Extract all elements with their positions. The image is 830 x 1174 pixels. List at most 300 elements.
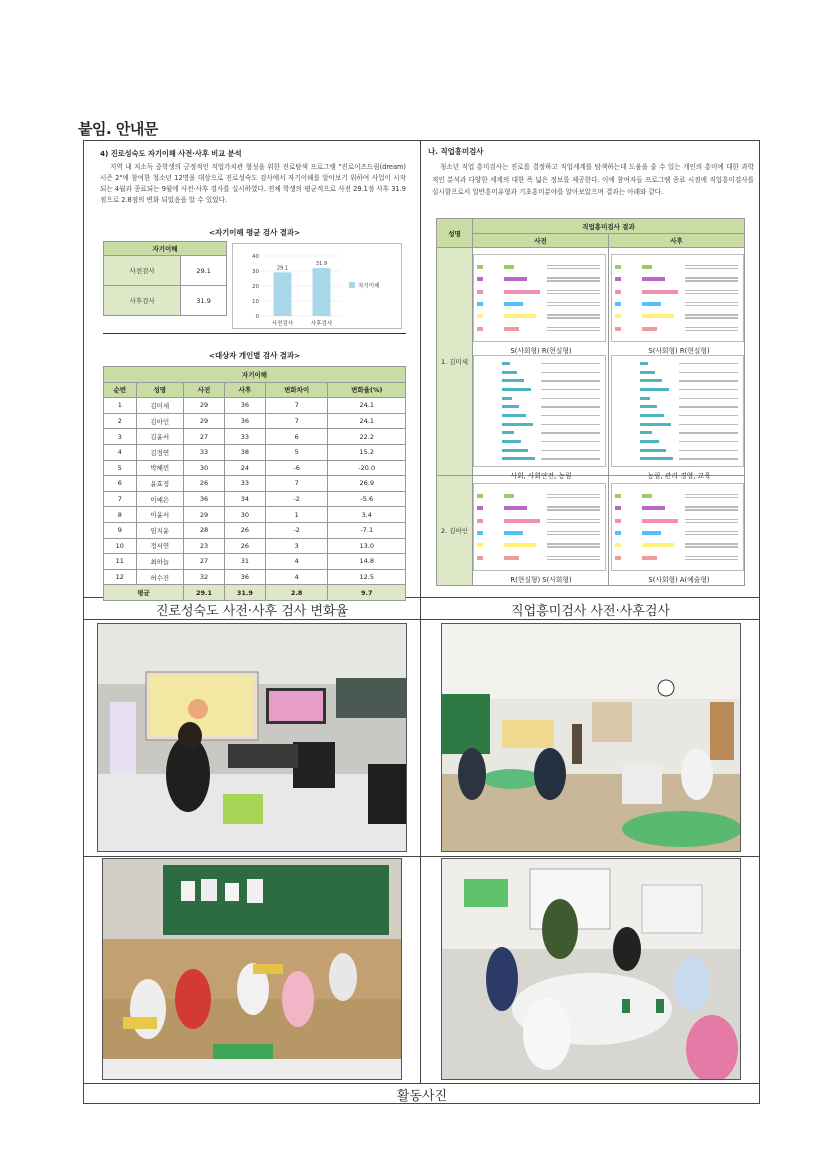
summary-value: 29.1 <box>181 256 227 286</box>
table-cell: 12.5 <box>328 569 406 585</box>
report-mark <box>547 497 600 498</box>
report-mark <box>685 546 738 547</box>
report-mark <box>642 265 652 269</box>
table-cell: 최하늘 <box>136 554 184 570</box>
table-cell: 윤효정 <box>136 476 184 492</box>
table-row <box>104 398 406 414</box>
result-caption: 사회, 사회안전, 농림 <box>510 472 572 480</box>
individual-title: <대상자 개인별 검사 결과> <box>208 351 301 360</box>
report-mark <box>504 506 527 510</box>
report-mark <box>615 494 621 498</box>
y-tick-label: 0 <box>255 314 259 320</box>
divider <box>420 140 421 620</box>
y-tick-label: 40 <box>252 254 259 260</box>
report-mark <box>640 440 659 443</box>
report-mark <box>502 388 531 391</box>
report-mark <box>502 440 521 443</box>
report-mark <box>547 519 600 520</box>
photo-illustration <box>442 624 741 852</box>
table-cell: 23 <box>184 538 225 554</box>
activity-photo-classroom <box>441 623 741 852</box>
report-mark <box>502 362 510 365</box>
table-cell: 7 <box>265 398 328 414</box>
table-row <box>104 522 406 538</box>
table-cell: 29 <box>184 507 225 523</box>
average-cell: 9.7 <box>328 585 406 601</box>
report-mark <box>547 546 600 547</box>
x-tick-label: 사전검사 <box>271 321 294 327</box>
data-label: 29.1 <box>276 265 289 272</box>
report-mark <box>547 556 600 557</box>
report-mark <box>615 302 621 306</box>
average-cell: 31.9 <box>224 585 265 601</box>
summary-block <box>103 241 406 332</box>
name-header: 성명 <box>437 219 473 248</box>
table-row <box>104 460 406 476</box>
divider <box>83 619 760 620</box>
report-mark <box>615 506 621 510</box>
report-mark <box>640 431 652 434</box>
report-mark <box>541 406 601 407</box>
post-header: 사후 <box>609 234 745 248</box>
report-mark <box>679 406 739 407</box>
rule <box>103 333 406 334</box>
report-mark <box>541 389 601 390</box>
report-mark <box>547 494 600 495</box>
photo-illustration <box>442 859 741 1080</box>
y-tick-label: 30 <box>252 269 259 275</box>
average-row <box>104 585 406 601</box>
table-cell: 7 <box>265 413 328 429</box>
table-cell: -6 <box>265 460 328 476</box>
report-image <box>473 254 606 342</box>
report-mark <box>547 280 600 281</box>
report-mark <box>477 327 483 331</box>
report-image <box>473 355 606 467</box>
table-row <box>104 569 406 585</box>
report-mark <box>615 543 621 547</box>
legend-label: 자기이해 <box>358 283 380 290</box>
report-mark <box>615 314 621 318</box>
table-cell: 24 <box>224 460 265 476</box>
average-cell: 29.1 <box>184 585 225 601</box>
report-image <box>611 355 744 467</box>
report-mark <box>547 290 600 291</box>
table-cell: 10 <box>104 538 137 554</box>
report-mark <box>685 531 738 532</box>
table-cell: 15.2 <box>328 444 406 460</box>
report-mark <box>642 543 674 547</box>
table-cell: 9 <box>104 522 137 538</box>
report-mark <box>679 450 739 451</box>
report-mark <box>642 494 652 498</box>
table-cell: 5 <box>104 460 137 476</box>
report-mark <box>685 494 738 495</box>
table-cell: 33 <box>184 444 225 460</box>
summary-label: 사후검사 <box>104 286 181 316</box>
report-mark <box>685 509 738 510</box>
report-mark <box>477 556 483 560</box>
report-mark <box>541 415 601 416</box>
report-mark <box>541 380 601 381</box>
table-cell: 36 <box>224 398 265 414</box>
report-mark <box>685 290 738 291</box>
table-cell: 31 <box>224 554 265 570</box>
activity-photo-computer-lab <box>97 623 407 852</box>
table-cell: 3 <box>104 429 137 445</box>
table-row <box>104 554 406 570</box>
report-mark <box>541 424 601 425</box>
report-mark <box>642 531 661 535</box>
report-mark <box>685 277 738 278</box>
photo-illustration <box>98 624 407 852</box>
report-mark <box>504 556 519 560</box>
activity-photo-discussion <box>441 858 741 1080</box>
report-mark <box>477 290 483 294</box>
report-mark <box>679 424 739 425</box>
report-mark <box>685 293 738 294</box>
report-mark <box>640 423 671 426</box>
table-cell: 1 <box>265 507 328 523</box>
report-mark <box>502 423 533 426</box>
report-mark <box>547 559 600 560</box>
report-mark <box>547 265 600 266</box>
y-tick-label: 20 <box>252 284 259 290</box>
table-cell: 26 <box>224 538 265 554</box>
table-cell: 30 <box>184 460 225 476</box>
report-mark <box>477 265 483 269</box>
table-cell: 26 <box>224 522 265 538</box>
report-mark <box>685 280 738 281</box>
report-mark <box>502 397 512 400</box>
table-cell: 13.0 <box>328 538 406 554</box>
report-mark <box>642 277 665 281</box>
report-mark <box>679 432 739 433</box>
report-mark <box>685 330 738 331</box>
report-mark <box>679 380 739 381</box>
report-mark <box>685 522 738 523</box>
section-paragraph: 지역 내 저소득 중학생의 긍정적인 직업가치관 형성을 위한 진로탐색 프로그램 "진로이즈드림(dream) 시즌 2"에 참여한 청소년 12명을 대상으로 진로성숙도 검사에서 자기이해를 알아보기 위하여 사업이 시작되는 4월과 종료되는 9월에 사전·사후 검사를 실시하였다. 전체 학생의 평균적으로 사전 29.1점 사후 31.9점으로 2.8점의 변화 되었음을 알 수 있었다. <box>100 163 406 204</box>
report-mark <box>547 506 600 507</box>
report-mark <box>679 372 739 373</box>
self-understanding-chart <box>232 243 402 329</box>
individual-table-wrap <box>103 366 406 601</box>
report-mark <box>679 363 739 364</box>
table-cell: 6 <box>265 429 328 445</box>
column-header: 순번 <box>104 382 137 398</box>
report-mark <box>679 398 739 399</box>
table-cell: 김아인 <box>136 413 184 429</box>
column-header: 사후 <box>224 382 265 398</box>
report-mark <box>615 327 621 331</box>
maturity-caption: 진로성숙도 사전·사후 검사 변화율 <box>155 604 349 619</box>
table-cell: 34 <box>224 491 265 507</box>
report-mark <box>504 494 514 498</box>
report-mark <box>477 519 483 523</box>
summary-title: <자기이해 평균 검사 결과> <box>208 228 301 237</box>
table-cell: 33 <box>224 429 265 445</box>
report-image <box>473 483 606 571</box>
report-mark <box>640 397 650 400</box>
divider <box>420 619 421 1084</box>
table-cell: 7 <box>265 476 328 492</box>
table-cell: 김정연 <box>136 444 184 460</box>
result-caption: S(사회형) R(현실형) <box>648 347 710 355</box>
report-mark <box>547 534 600 535</box>
divider <box>83 1083 760 1084</box>
table-cell: 3 <box>265 538 328 554</box>
table-cell: 7 <box>104 491 137 507</box>
report-mark <box>615 290 621 294</box>
table-cell: 30 <box>224 507 265 523</box>
table-cell: 12 <box>104 569 137 585</box>
average-cell: 평균 <box>104 585 184 601</box>
report-mark <box>504 277 527 281</box>
report-mark <box>547 277 600 278</box>
report-mark <box>477 531 483 535</box>
result-caption: R(현실형) S(사회형) <box>510 576 572 584</box>
table-cell: 3.4 <box>328 507 406 523</box>
summary-label: 사전검사 <box>104 256 181 286</box>
table-cell: 38 <box>224 444 265 460</box>
table-row <box>104 491 406 507</box>
table-cell: -20.0 <box>328 460 406 476</box>
report-mark <box>547 327 600 328</box>
report-mark <box>504 531 523 535</box>
photo-illustration <box>103 859 402 1080</box>
report-mark <box>685 556 738 557</box>
table-cell: 허수진 <box>136 569 184 585</box>
report-image <box>611 483 744 571</box>
report-mark <box>685 497 738 498</box>
table-cell: 8 <box>104 507 137 523</box>
table-cell: 1 <box>104 398 137 414</box>
report-mark <box>547 305 600 306</box>
table-cell: 22.2 <box>328 429 406 445</box>
report-mark <box>615 265 621 269</box>
report-mark <box>502 431 514 434</box>
report-mark <box>615 277 621 281</box>
table-cell: 박혜빈 <box>136 460 184 476</box>
report-mark <box>504 302 523 306</box>
average-cell: 2.8 <box>265 585 328 601</box>
section-heading: 4) 진로성숙도 자기이해 사전·사후 비교 분석 <box>100 149 242 158</box>
report-mark <box>541 441 601 442</box>
table-cell: 5 <box>265 444 328 460</box>
report-mark <box>642 290 678 294</box>
table-cell: 이윤서 <box>136 507 184 523</box>
result-caption: S(사회형) A(예술형) <box>648 576 710 584</box>
table-row <box>104 444 406 460</box>
table-cell: 정서연 <box>136 538 184 554</box>
report-mark <box>615 519 621 523</box>
report-mark <box>642 556 657 560</box>
report-mark <box>642 314 674 318</box>
table-cell: 6 <box>104 476 137 492</box>
chart-svg <box>233 244 403 330</box>
report-mark <box>547 330 600 331</box>
report-mark <box>640 362 648 365</box>
report-mark <box>547 543 600 544</box>
report-mark <box>685 268 738 269</box>
table-cell: 27 <box>184 554 225 570</box>
table-cell: 26 <box>184 476 225 492</box>
table-cell: 임지윤 <box>136 522 184 538</box>
photos-caption: 활동사진 <box>396 1089 448 1104</box>
table-row <box>104 476 406 492</box>
report-mark <box>640 449 666 452</box>
report-mark <box>685 305 738 306</box>
report-mark <box>640 405 657 408</box>
report-mark <box>685 302 738 303</box>
table-cell: 29 <box>184 413 225 429</box>
table-cell: -2 <box>265 491 328 507</box>
report-mark <box>504 314 536 318</box>
table-cell: 32 <box>184 569 225 585</box>
report-mark <box>502 457 535 460</box>
report-mark <box>502 371 517 374</box>
table-cell: 28 <box>184 522 225 538</box>
summary-header: 자기이해 <box>104 242 227 256</box>
report-mark <box>477 277 483 281</box>
report-mark <box>547 531 600 532</box>
y-tick-label: 10 <box>252 299 259 305</box>
data-label: 31.9 <box>315 261 328 268</box>
legend-swatch <box>349 282 355 288</box>
report-mark <box>502 414 526 417</box>
report-mark <box>640 414 664 417</box>
report-mark <box>547 314 600 315</box>
table-cell: 2 <box>104 413 137 429</box>
bar <box>274 272 292 316</box>
report-mark <box>541 398 601 399</box>
interest-caption: 직업흥미검사 사전·사후검사 <box>511 604 670 619</box>
report-mark <box>477 314 483 318</box>
report-mark <box>640 457 673 460</box>
report-mark <box>504 543 536 547</box>
report-mark <box>547 293 600 294</box>
report-mark <box>541 372 601 373</box>
report-mark <box>502 405 519 408</box>
report-mark <box>679 441 739 442</box>
report-mark <box>679 389 739 390</box>
table-cell: 36 <box>184 491 225 507</box>
report-mark <box>640 371 655 374</box>
column-header: 변화율(%) <box>328 382 406 398</box>
report-mark <box>685 265 738 266</box>
report-mark <box>685 559 738 560</box>
report-mark <box>679 458 739 459</box>
report-image <box>611 254 744 342</box>
report-mark <box>504 327 519 331</box>
table-cell: -5.6 <box>328 491 406 507</box>
report-mark <box>477 302 483 306</box>
table-cell: 김미세 <box>136 398 184 414</box>
report-mark <box>642 302 661 306</box>
report-mark <box>504 519 540 523</box>
table-cell: 24.1 <box>328 413 406 429</box>
report-mark <box>642 506 665 510</box>
table-cell: 36 <box>224 413 265 429</box>
table-row <box>104 429 406 445</box>
report-mark <box>547 522 600 523</box>
column-header: 사전 <box>184 382 225 398</box>
table-cell: 26.9 <box>328 476 406 492</box>
summary-table <box>103 241 227 316</box>
report-mark <box>541 458 601 459</box>
report-mark <box>541 432 601 433</box>
report-mark <box>502 449 528 452</box>
report-mark <box>679 415 739 416</box>
report-mark <box>477 506 483 510</box>
report-mark <box>642 519 678 523</box>
report-mark <box>685 327 738 328</box>
table-cell: 김윤서 <box>136 429 184 445</box>
x-tick-label: 사후검사 <box>310 321 333 327</box>
table-cell: 36 <box>224 569 265 585</box>
table-cell: 24.1 <box>328 398 406 414</box>
column-header: 변화차이 <box>265 382 328 398</box>
report-mark <box>685 534 738 535</box>
result-caption: S(사회형) R(현실형) <box>510 347 572 355</box>
report-mark <box>502 379 524 382</box>
report-mark <box>685 317 738 318</box>
section-heading: 나. 직업흥미검사 <box>428 147 484 156</box>
person-name: 2. 김아인 <box>437 476 473 586</box>
report-mark <box>547 302 600 303</box>
page-title: 붙임. 안내문 <box>78 120 158 138</box>
table-cell: 4 <box>265 569 328 585</box>
report-mark <box>504 265 514 269</box>
table-row <box>104 507 406 523</box>
table-cell: 4 <box>265 554 328 570</box>
table-row <box>104 538 406 554</box>
report-mark <box>547 509 600 510</box>
result-caption: 농림, 관리·경영, 교육 <box>647 472 711 480</box>
table-cell: -7.1 <box>328 522 406 538</box>
table-cell: 이예은 <box>136 491 184 507</box>
report-mark <box>685 543 738 544</box>
table-cell: 11 <box>104 554 137 570</box>
activity-photo-group <box>102 858 402 1080</box>
table-cell: -2 <box>265 522 328 538</box>
report-mark <box>685 314 738 315</box>
report-mark <box>504 290 540 294</box>
interest-panel <box>428 146 754 199</box>
section-paragraph: 청소년 직업 흥미검사는 진로를 결정하고 직업세계를 탐색하는데 도움을 줄 수 있는 개인의 흥미에 대한 과학적인 분석과 다양한 세계의 대한 폭 넓은 정보를 제공한다. 이에 참여자들 프로그램 종료 시점에 직업흥미검사를 실시함으로서 일반흥미유형과 기초흥미분야를 알아보았으며 결과는 아래와 같다. <box>432 163 754 196</box>
report-mark <box>640 388 669 391</box>
person-name: 1. 김미세 <box>437 248 473 476</box>
individual-table <box>103 366 406 601</box>
report-mark <box>615 556 621 560</box>
summary-value: 31.9 <box>181 286 227 316</box>
report-mark <box>477 543 483 547</box>
bar <box>313 268 331 316</box>
report-mark <box>477 494 483 498</box>
table-cell: 14.8 <box>328 554 406 570</box>
table-row <box>104 413 406 429</box>
table-cell: 29 <box>184 398 225 414</box>
report-mark <box>541 363 601 364</box>
report-mark <box>640 379 662 382</box>
report-mark <box>547 317 600 318</box>
column-header: 성명 <box>136 382 184 398</box>
report-mark <box>541 450 601 451</box>
report-mark <box>685 506 738 507</box>
report-mark <box>685 519 738 520</box>
table-cell: 4 <box>104 444 137 460</box>
table-cell: 27 <box>184 429 225 445</box>
